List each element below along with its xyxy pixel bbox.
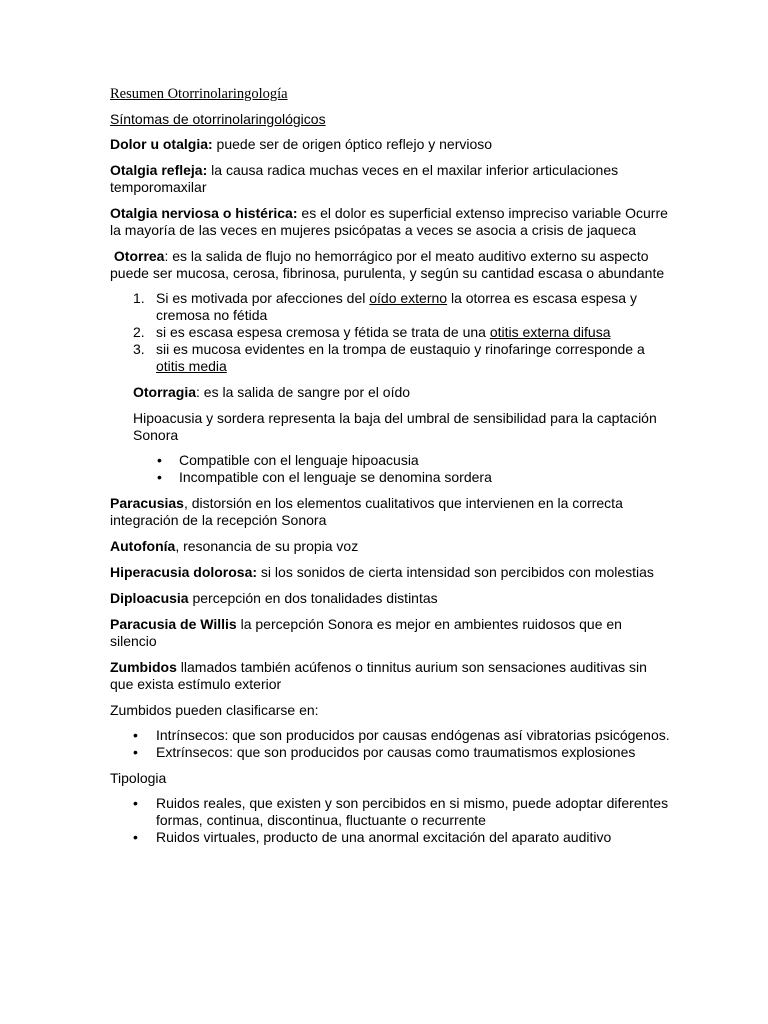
list-item [110,744,670,761]
list-text: la otorrea es escasa espesa y cremosa no fétida [156,290,637,323]
list-number: 1. [133,290,145,306]
text-diploacusia: percepción en dos tonalidades distintas [188,590,438,606]
otorrea-numbered-list [110,290,670,375]
text-paracusia-willis: la percepción Sonora es mejor en ambientes ruidosos que en silencio [110,616,622,649]
underlined-term: oído externo [369,290,448,306]
bullet-icon: • [133,744,138,760]
bullet-icon: • [133,727,138,743]
hipoacusia-bullet-list [110,452,670,486]
tipologia-bullet-list [110,795,670,846]
list-text: si es escasa espesa cremosa y fétida se trata de una [156,324,490,340]
bullet-icon: • [133,829,138,845]
list-item [110,452,670,469]
list-item [110,795,670,829]
term-diploacusia: Diploacusia [110,590,189,606]
bullet-icon: • [157,452,162,468]
text-dolor: puede ser de origen óptico reflejo y nervioso [212,136,493,152]
list-text: sii es mucosa evidentes en la trompa de eustaquio y rinofaringe corresponde a [156,341,645,357]
paragraph-paracusias [110,495,670,529]
paragraph-otalgia-nerviosa [110,205,670,239]
term-hiperacusia: Hiperacusia dolorosa: [110,564,258,580]
paragraph-diploacusia [110,590,670,607]
list-text: Incompatible con el lenguaje se denomina sordera [179,469,492,485]
text-paracusias: , distorsión en los elementos cualitativos que intervienen en la correcta integración de la recepción Sonora [110,495,623,528]
list-item [110,727,670,744]
bullet-icon: • [133,795,138,811]
term-zumbidos: Zumbidos [110,659,177,675]
paragraph-hipoacusia: Hipoacusia y sordera representa la baja del umbral de sensibilidad para la captación Sonora [133,410,657,443]
paragraph-hiperacusia [110,564,670,581]
paragraph-zumbidos-clasificacion: Zumbidos pueden clasificarse en: [110,702,319,718]
list-number: 3. [133,341,145,357]
zumbidos-bullet-list [110,727,670,761]
list-text: Ruidos reales, que existen y son percibidos en si mismo, puede adoptar diferentes formas, continua, discontinua, fluctuante o recurrente [156,795,669,828]
term-otalgia-nerviosa: Otalgia nerviosa o histérica: [110,205,298,221]
term-paracusias: Paracusias [110,495,184,511]
underlined-term: otitis media [156,358,227,374]
list-number: 2. [133,324,145,340]
term-paracusia-willis: Paracusia de Willis [110,616,237,632]
list-text: Si es motivada por afecciones del [156,290,370,306]
term-otalgia-refleja: Otalgia refleja: [110,162,208,178]
text-hiperacusia: si los sonidos de cierta intensidad son percibidos con molestias [257,564,654,580]
list-text: Compatible con el lenguaje hipoacusia [179,452,419,468]
text-otorrea: : es la salida de flujo no hemorrágico por el meato auditivo externo su aspecto puede ser mucosa, cerosa, fibrinosa, purulenta, y según su cantidad escasa o abundante [110,248,665,281]
text-otalgia-refleja: la causa radica muchas veces en el maxilar inferior articulaciones temporomaxilar [110,162,619,195]
text-otorragia: : es la salida de sangre por el oído [196,384,411,400]
term-otorrea: Otorrea [113,248,165,264]
list-text: Extrínsecos: que son producidos por causas como traumatismos explosiones [156,744,636,760]
list-text: Ruidos virtuales, producto de una anormal excitación del aparato auditivo [156,829,612,845]
paragraph-paracusia-willis [110,616,670,650]
paragraph-zumbidos [110,659,670,693]
document-title: Resumen Otorrinolaringología [110,86,288,102]
term-autofonia: Autofonía [110,538,176,554]
paragraph-otorragia [133,384,670,401]
paragraph-autofonia [110,538,670,555]
text-zumbidos: llamados también acúfenos o tinnitus aurium son sensaciones auditivas sin que exista estímulo exterior [110,659,647,692]
list-text: Intrínsecos: que son producidos por causas endógenas así vibratorias psicógenos. [156,727,670,743]
paragraph-otalgia-refleja [110,162,670,196]
term-otorragia: Otorragia [133,384,197,400]
list-item [110,829,670,846]
paragraph-tipologia: Tipologia [110,770,167,786]
text-autofonia: , resonancia de su propia voz [175,538,359,554]
document-body [110,86,670,855]
paragraph-otorrea [110,248,670,282]
bullet-icon: • [157,469,162,485]
list-item [110,469,670,486]
paragraph-dolor [110,136,670,153]
underlined-term: otitis externa difusa [489,324,611,340]
term-dolor: Dolor u otalgia: [110,136,213,152]
list-item [110,290,670,324]
list-item [110,341,670,375]
text-otalgia-nerviosa: es el dolor es superficial extenso impreciso variable Ocurre la mayoría de las veces en mujeres psicópatas a veces se asocia a crisis de jaqueca [110,205,668,238]
list-item [110,324,670,341]
section-subtitle: Síntomas de otorrinolaringológicos [110,111,326,127]
